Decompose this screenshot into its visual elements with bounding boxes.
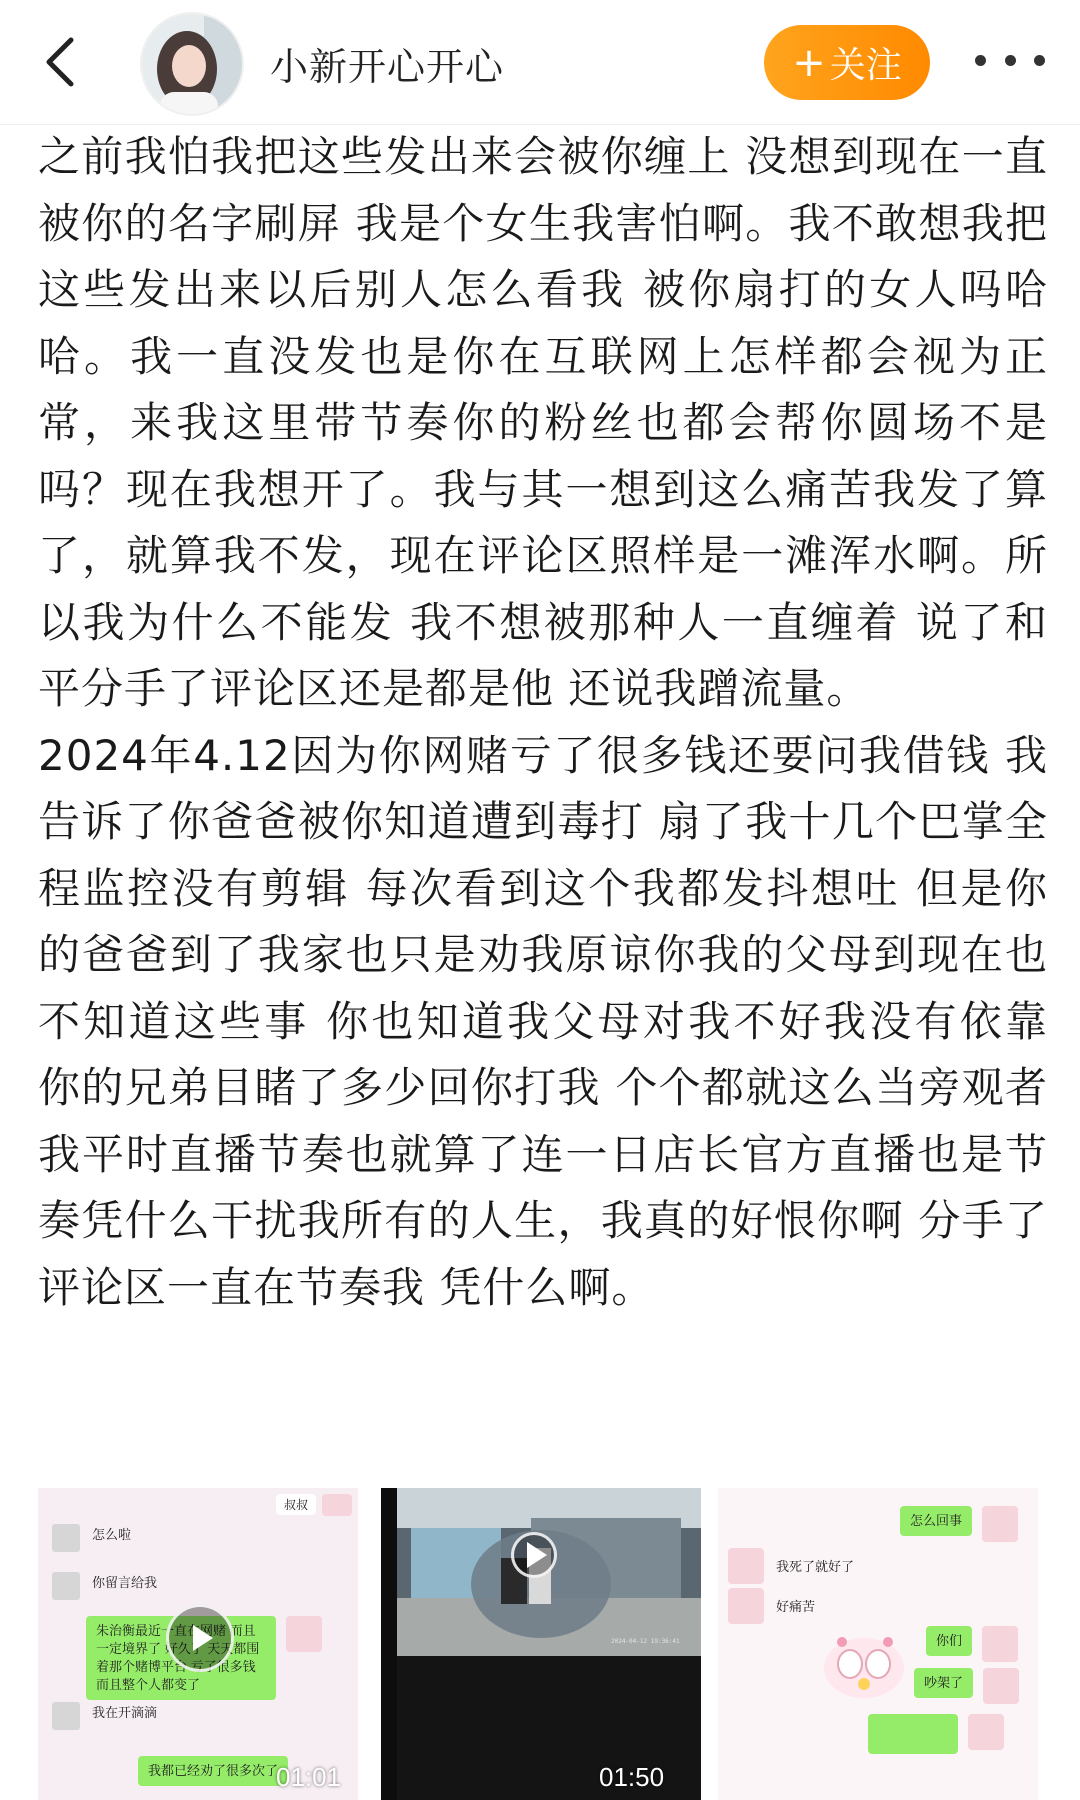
chat-avatar [968,1714,1004,1750]
follow-button[interactable] [764,25,930,100]
chat-avatar [728,1588,764,1624]
chat-avatar [728,1548,764,1584]
chat-message: 怎么回事 [900,1506,972,1536]
avatar-photo [142,14,242,114]
username[interactable]: 小新开心开心 [270,45,505,89]
cctv-video-thumbnail[interactable] [381,1488,701,1800]
post-paragraph: 2024年4.12因为你网赌亏了很多钱还要问我借钱 我告诉了你爸爸被你知道遭到毒打 扇了我十几个巴掌全程监控没有剪辑 每次看到这个我都发抖想吐 但是你的爸爸到了我家也只是劝我原谅你我的父母到现在也不知道这些事 你也知道我父母对我不好我没有依靠 你的兄弟目睹了多少回你打我 个个都就这么当旁观者 我平时直播节奏也就算了连一日店长官方直播也是节奏凭什么干扰我所有的人生，我真的好恨你啊 分手了评论区一直在节奏我 凭什么啊。 [38,730,1048,1312]
plus-icon: + [792,39,826,86]
bunny-sticker [816,1624,912,1702]
chat-avatar [52,1572,80,1600]
chat-avatar [983,1668,1019,1704]
play-icon[interactable] [511,1532,557,1578]
chat-message: 好痛苦 [776,1599,816,1614]
avatar[interactable] [140,12,244,116]
chat-message: 怎么啦 [92,1527,132,1542]
chat-message: 我都已经劝了很多次了 [138,1756,288,1786]
chat-avatar [286,1616,322,1652]
chat-image-thumbnail[interactable] [718,1488,1038,1800]
chat-message: 你留言给我 [92,1575,158,1590]
chevron-left-icon [43,36,77,88]
post-body [38,124,1048,1321]
post-paragraph: 之前我怕我把这些发出来会被你缠上 没想到现在一直被你的名字刷屏 我是个女生我害怕啊。我不敢想我把这些发出来以后别人怎么看我 被你扇打的女人吗哈哈。我一直没发也是你在互联网上怎样都会视为正常，来我这里带节奏你的粉丝也都会帮你圆场不是吗？现在我想开了。我与其一想到这么痛苦我发了算了，就算我不发，现在评论区照样是一滩浑水啊。所以我为什么不能发 我不想被那种人一直缠着 说了和平分手了评论区还是都是他 还说我蹭流量。 [38,132,1048,713]
chat-message: 你们 [926,1626,972,1656]
follow-label: 关注 [829,45,902,86]
chat-message: 我死了就好了 [776,1559,855,1574]
chat-video-thumbnail-1[interactable] [38,1488,358,1800]
play-icon[interactable] [166,1604,234,1672]
chat-avatar [982,1626,1018,1662]
back-button[interactable] [30,22,90,102]
chat-message: 我在开滴滴 [92,1705,158,1720]
top-nav-bar [0,0,1080,125]
more-dot-icon [975,55,986,66]
video-duration: 01:01 [276,1762,342,1792]
chat-avatar [52,1524,80,1552]
chat-avatar [982,1506,1018,1542]
more-options-button[interactable] [975,40,1045,80]
more-dot-icon [1034,55,1045,66]
more-dot-icon [1005,55,1016,66]
video-duration: 01:50 [599,1762,665,1792]
chat-avatar [322,1494,352,1516]
chat-message: 朱治衡最近一直在网赌 而且一定境界了 好久了 天天都围着那个赌博平台 亏了很多钱而且整个人都变了 [86,1616,276,1700]
cctv-timestamp: 2024-04-12 19:36:41 [611,1638,680,1645]
chat-message: 叔叔 [276,1494,316,1515]
chat-avatar [52,1702,80,1730]
media-grid [38,1488,1044,1800]
chat-message: 吵架了 [914,1668,973,1698]
chat-message [868,1714,958,1754]
